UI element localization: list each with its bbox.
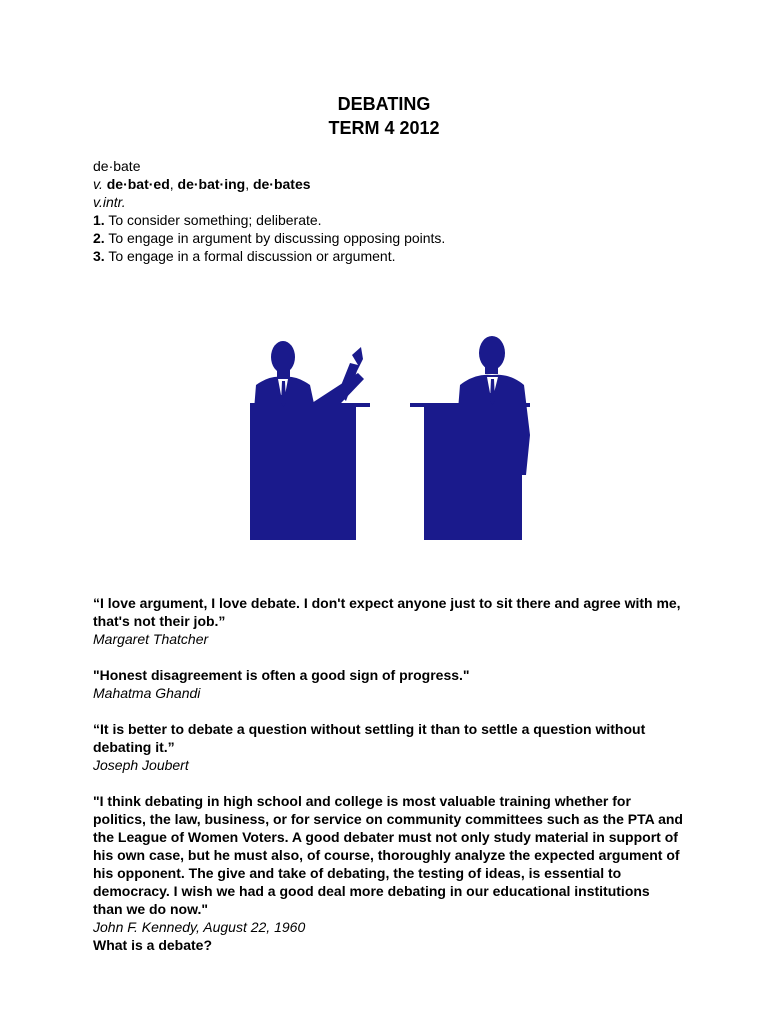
quote-text: "I think debating in high school and college is most valuable training whether for politics, the law, business, or for service on community committees such as the PTA and the League of Women Voters. A good debater must not only study material in support of his own case, but he must also, of course, thoroughly analyze the expected argument of his opponent. The give and take of debating, the testing of ideas, is essential to democracy. I wish we had a good deal more debating in our educational institutions than we do now." (93, 793, 683, 917)
page-title (0, 92, 768, 140)
quote-block (93, 792, 683, 936)
quote-text: "Honest disagreement is often a good sign of progress." (93, 667, 470, 683)
word-form: de·bates (252, 176, 311, 192)
title-line-2: TERM 4 2012 (328, 118, 440, 138)
quote-block (93, 594, 683, 648)
quotes-section (93, 594, 683, 954)
quote-text: “I love argument, I love debate. I don't expect anyone just to sit there and agree with me, that's not their job.” (93, 595, 681, 629)
transitivity-label: v.intr. (93, 194, 126, 210)
quote-text: “It is better to debate a question without settling it than to settle a question without debating it.” (93, 721, 646, 755)
quote-author: John F. Kennedy, August 22, 1960 (93, 919, 306, 935)
part-of-speech: v. (93, 176, 103, 192)
dictionary-definition (93, 157, 713, 265)
word-form: de·bat·ed (106, 176, 170, 192)
sense-1: 1. To consider something; deliberate. (93, 212, 322, 228)
title-line-1: DEBATING (337, 94, 431, 114)
word-forms: v. de·bat·ed, de·bat·ing, de·bates (93, 176, 311, 192)
sense-3: 3. To engage in a formal discussion or argument. (93, 248, 396, 264)
quote-author: Mahatma Ghandi (93, 685, 201, 701)
word-form: de·bat·ing (177, 176, 246, 192)
quote-block (93, 666, 683, 702)
quote-author: Margaret Thatcher (93, 631, 209, 647)
section-heading: What is a debate? (93, 937, 213, 953)
debate-podiums-icon (230, 335, 540, 545)
headword: de·bate (93, 158, 141, 174)
quote-author: Joseph Joubert (93, 757, 189, 773)
quote-block (93, 720, 683, 774)
sense-2: 2. To engage in argument by discussing opposing points. (93, 230, 446, 246)
